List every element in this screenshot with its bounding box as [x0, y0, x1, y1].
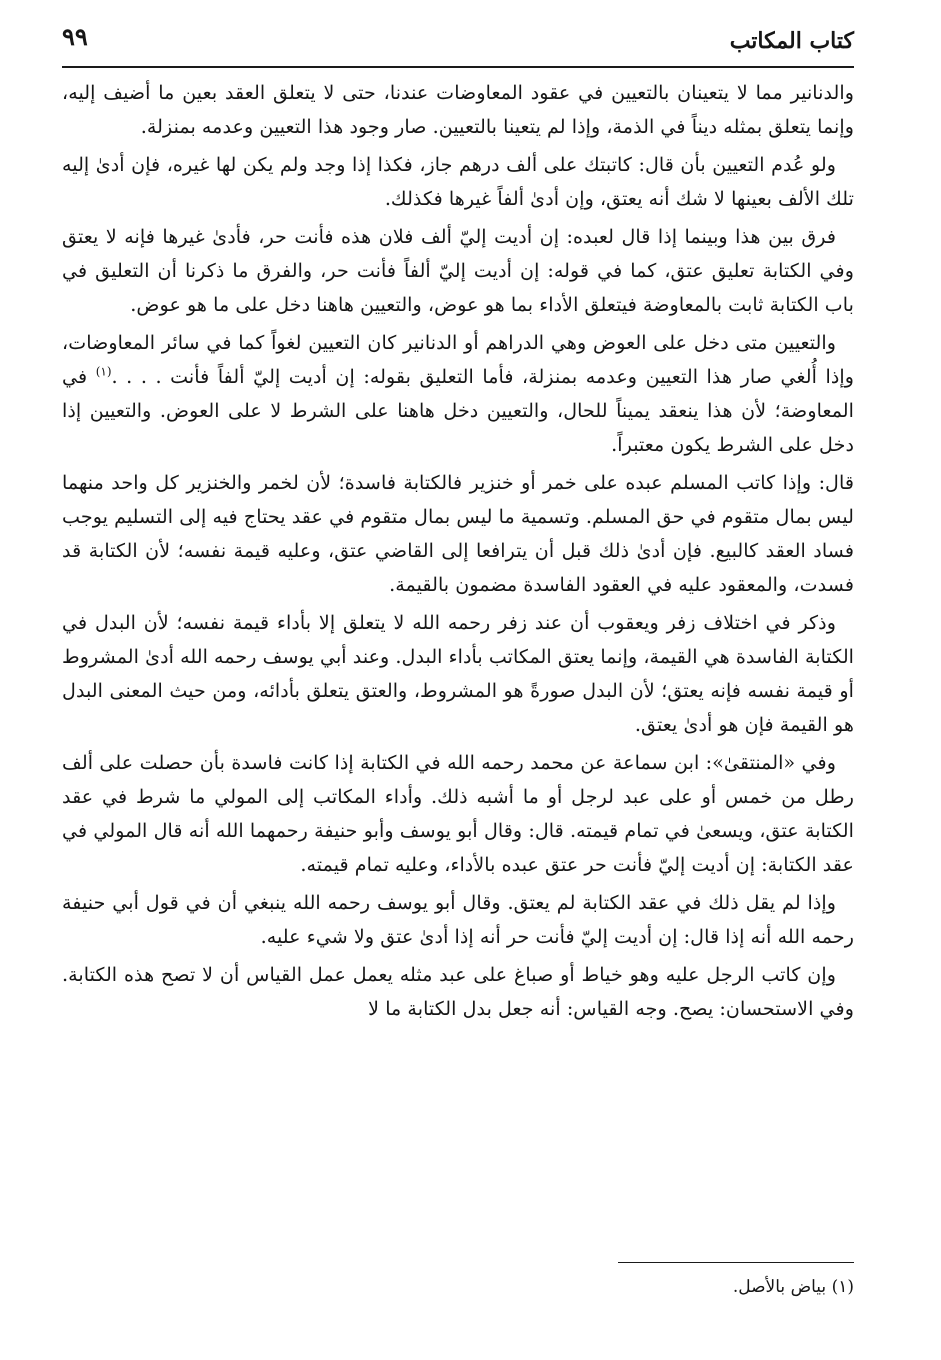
paragraph-8: وإذا لم يقل ذلك في عقد الكتابة لم يعتق. وقال أبو يوسف رحمه الله ينبغي أن في قول أبي حنيفة رحمه الله أنه إذا قال: إن أديت إليّ فأنت حر أنه إذا أدىٰ عتق ولا شيء عليه. — [62, 891, 854, 948]
paragraph-3: فرق بين هذا وبينما إذا قال لعبده: إن أديت إليّ ألف فلان هذه فأنت حر، فأدىٰ غيرها فإنه لا يعتق وفي الكتابة تعليق عتق، كما في قوله: إن أديت إليّ ألفاً فأنت حر، والفرق ما ذكرنا أن التعليق في باب الكتابة ثابت بالمعاوضة فيتعلق الأداء بما هو عوض، والتعيين هاهنا دخل على ما هو عوض. — [62, 225, 854, 316]
paragraph-9: وإن كاتب الرجل عليه وهو خياط أو صباغ على عبد مثله يعمل عمل القياس أن لا تصح هذه الكتابة. وفي الاستحسان: يصح. وجه القياس: أنه جعل بدل الكتابة ما لا — [62, 963, 854, 1020]
paragraph-1: والدنانير مما لا يتعينان بالتعيين في عقود المعاوضات عندنا، حتى لا يتعلق العقد بعين ما أضيف إليه، وإنما يتعلق بمثله ديناً في الذمة، وإذا لم يتعينا بالتعيين. صار وجود هذا التعيين وعدمه بمنزلة. — [62, 81, 854, 138]
paragraph-4-part-2: في المعاوضة؛ لأن هذا ينعقد يميناً للحال، والتعيين دخل هاهنا على الشرط لا على العوض. والتعيين إذا دخل على الشرط يكون معتبراً. — [62, 365, 854, 456]
paragraph-4 — [62, 326, 854, 462]
footnote — [554, 1274, 854, 1300]
footnote-reference: (١) — [95, 364, 112, 379]
header-divider — [62, 66, 854, 68]
paragraph-2: ولو عُدم التعيين بأن قال: كاتبتك على ألف درهم جاز، فكذا إذا وجد ولم يكن لها غيره، فإن أدىٰ إليه تلك الألف بعينها لا شك أنه يعتق، وإن أدىٰ ألفاً غيرها فكذلك. — [62, 153, 854, 210]
page-number: ٩٩ — [62, 22, 88, 51]
paragraph-4-part-1: والتعيين متى دخل على العوض وهي الدراهم أو الدنانير كان التعيين لغواً كما في سائر المعاوضات، وإذا أُلغي صار هذا التعيين وعدمه بمنزلة، فأما التعليق بقوله: إن أديت إليّ ألفاً فأنت . . . . — [62, 331, 854, 388]
footnote-divider — [618, 1262, 854, 1263]
paragraph-6: وذكر في اختلاف زفر ويعقوب أن عند زفر رحمه الله لا يتعلق إلا بأداء قيمة نفسه؛ لأن البدل في الكتابة الفاسدة هي القيمة، وإنما يعتق المكاتب بأداء البدل. وعند أبي يوسف رحمه الله أدىٰ المشروط أو قيمة نفسه فإنه يعتق؛ لأن البدل صورةً هو المشروط، والعتق يتعلق بأدائه، ومن حيث المعنى البدل هو القيمة فإن هو أدىٰ يعتق. — [62, 611, 854, 736]
paragraph-5: قال: وإذا كاتب المسلم عبده على خمر أو خنزير فالكتابة فاسدة؛ لأن لخمر والخنزير كل واحد منهما ليس بمال متقوم في حق المسلم. وتسمية ما ليس بمال متقوم في عقد يحتاج فيه إلى التسليم يوجب فساد العقد كالبيع. فإن أدىٰ ذلك قبل أن يترافعا إلى القاضي عتق، وعليه قيمة نفسه؛ لأن الكتابة قد فسدت، والمعقود عليه في العقود الفاسدة مضمون بالقيمة. — [62, 471, 854, 596]
page-header — [62, 18, 854, 60]
main-text — [62, 76, 854, 1030]
book-title: كتاب المكاتب — [729, 28, 854, 54]
footnote-text: بياض بالأصل. — [732, 1277, 827, 1297]
paragraph-7: وفي «المنتقىٰ»: ابن سماعة عن محمد رحمه الله في الكتابة إذا كانت فاسدة بأن حصلت على ألف رطل من خمس أو على عبد لرجل أو ما أشبه ذلك. وأداء المكاتب إلى المولي ما شرط في عقد الكتابة عتق، ويسعىٰ في تمام قيمته. قال: وقال أبو يوسف وأبو حنيفة رحمهما الله أنه قال المولي في عقد الكتابة: إن أديت إليّ فأنت حر عتق عبده بالأداء، وعليه تمام قيمته. — [62, 751, 854, 876]
footnote-number: (١) — [831, 1277, 854, 1297]
